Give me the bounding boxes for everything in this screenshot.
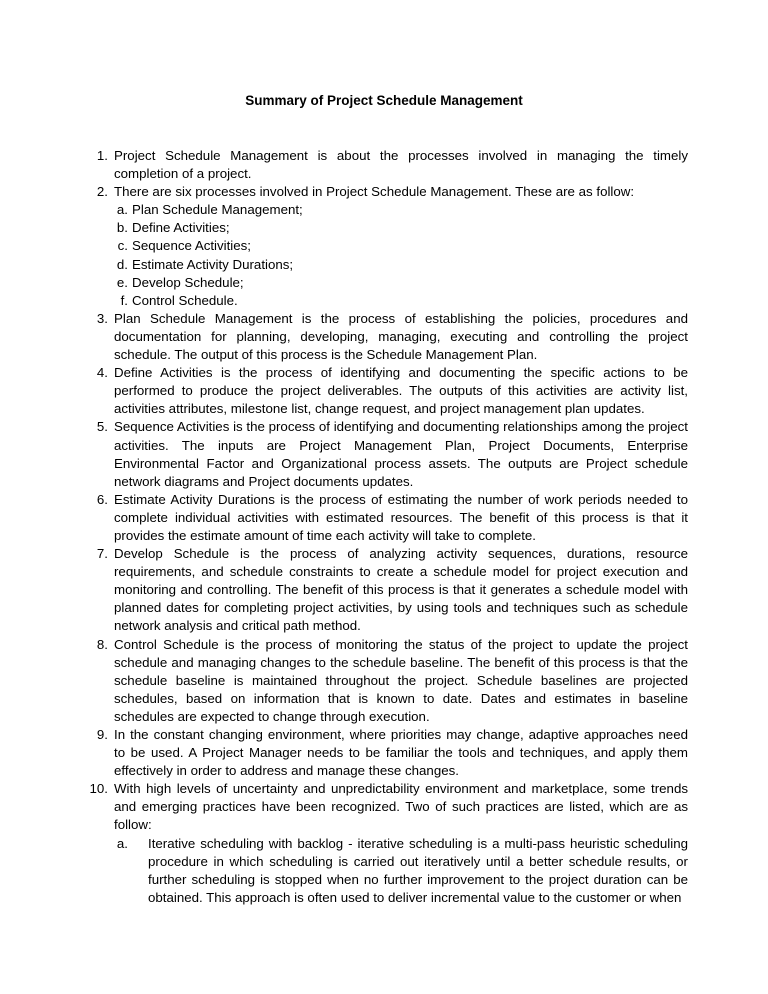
sub-item-letter: d.: [116, 256, 128, 272]
list-item: [80, 636, 688, 726]
sub-item-text: Control Schedule.: [132, 292, 238, 308]
sub-list-item: [80, 219, 688, 237]
item-text: Control Schedule is the process of monitoring the status of the project to update the project schedule and managing changes to the schedule baseline. The benefit of this process is that the schedule baseline is maintained throughout the project. Schedule baselines are projected schedules, based on information that is known to date. Dates and estimates in baseline schedules are expected to change through execution.: [114, 636, 688, 724]
list-item: [80, 183, 688, 201]
item-text: Plan Schedule Management is the process of establishing the policies, procedures and documentation for planning, developing, managing, executing and controlling the project schedule. The output of this process is the Schedule Management Plan.: [114, 310, 688, 363]
list-item: [80, 147, 688, 183]
item-text: Estimate Activity Durations is the process of estimating the number of work periods needed to complete individual activities with estimated resources. The benefit of this process is that it provides the estimate amount of time each activity will take to complete.: [114, 491, 688, 543]
list-item: [80, 726, 688, 780]
item-text: Define Activities is the process of identifying and documenting the specific actions to be performed to produce the project deliverables. The outputs of this activities are activity list, activities attributes, milestone list, change request, and project management plan updates.: [114, 365, 688, 417]
sub-item-letter: f.: [120, 292, 128, 308]
sub-item-letter: b.: [116, 220, 128, 236]
list-item: [80, 780, 688, 834]
item-text: Project Schedule Management is about the processes involved in managing the timely completion of a project.: [114, 148, 688, 182]
sub-item-letter: a.: [116, 835, 128, 851]
sub-item-text: Define Activities;: [132, 220, 230, 236]
list-item: [80, 364, 688, 418]
item-number: 1.: [96, 148, 108, 163]
document-title: Summary of Project Schedule Management: [245, 93, 523, 108]
item-number: 4.: [96, 365, 108, 381]
sub-list-item: [80, 835, 688, 907]
sub-list-item: [80, 292, 688, 310]
item-text: In the constant changing environment, where priorities may change, adaptive approaches need to be used. A Project Manager needs to be familiar the tools and techniques, and apply them effectively in order to address and manage these changes.: [114, 727, 688, 779]
item-number: 5.: [96, 419, 108, 435]
sub-list-item: [80, 274, 688, 292]
item-number: 3.: [96, 310, 108, 326]
sub-item-letter: e.: [116, 274, 128, 290]
sub-item-text: Plan Schedule Management;: [132, 202, 303, 218]
item-number: 10.: [89, 781, 108, 797]
item-number: 2.: [96, 184, 108, 200]
sub-item-letter: c.: [117, 238, 128, 254]
sub-list-item: [80, 201, 688, 219]
sub-item-text: Develop Schedule;: [132, 274, 244, 290]
item-text: Develop Schedule is the process of analyzing activity sequences, durations, resource requirements, and schedule constraints to create a schedule model for project execution and monitoring and controlling. The benefit of this process is that it generates a schedule model with planned dates for completing project activities, by using tools and techniques such as schedule network analysis and critical path method.: [114, 546, 688, 634]
item-number: 6.: [96, 491, 108, 507]
item-number: 9.: [96, 727, 108, 742]
list-item: [80, 418, 688, 490]
sub-item-text: Estimate Activity Durations;: [132, 256, 294, 272]
sub-list-item: [80, 256, 688, 274]
item-text: Sequence Activities is the process of identifying and documenting relationships among the project activities. The inputs are Project Management Plan, Project Documents, Enterprise Environmental Factor and Organizational process assets. The outputs are Project schedule network diagrams and Project documents updates.: [114, 419, 688, 489]
list-item: [80, 545, 688, 635]
sub-item-text: Sequence Activities;: [132, 238, 252, 254]
item-number: 8.: [96, 636, 108, 652]
item-text: With high levels of uncertainty and unpredictability environment and marketplace, some trends and emerging practices have been recognized. Two of such practices are listed, which are as follow:: [114, 781, 688, 833]
item-number: 7.: [96, 546, 108, 562]
item-text: There are six processes involved in Project Schedule Management. These are as follow:: [114, 184, 635, 200]
list-item: [80, 310, 688, 364]
list-item: [80, 491, 688, 545]
sub-item-letter: a.: [116, 202, 128, 218]
sub-item-text: Iterative scheduling with backlog - iterative scheduling is a multi-pass heuristic scheduling procedure in which scheduling is carried out iteratively until a better schedule results, or further scheduling is stopped when no further improvement to the project duration can be obtained. This approach is often used to deliver incremental value to the customer or when: [148, 835, 688, 905]
numbered-list: [80, 147, 688, 907]
sub-list-item: [80, 237, 688, 255]
